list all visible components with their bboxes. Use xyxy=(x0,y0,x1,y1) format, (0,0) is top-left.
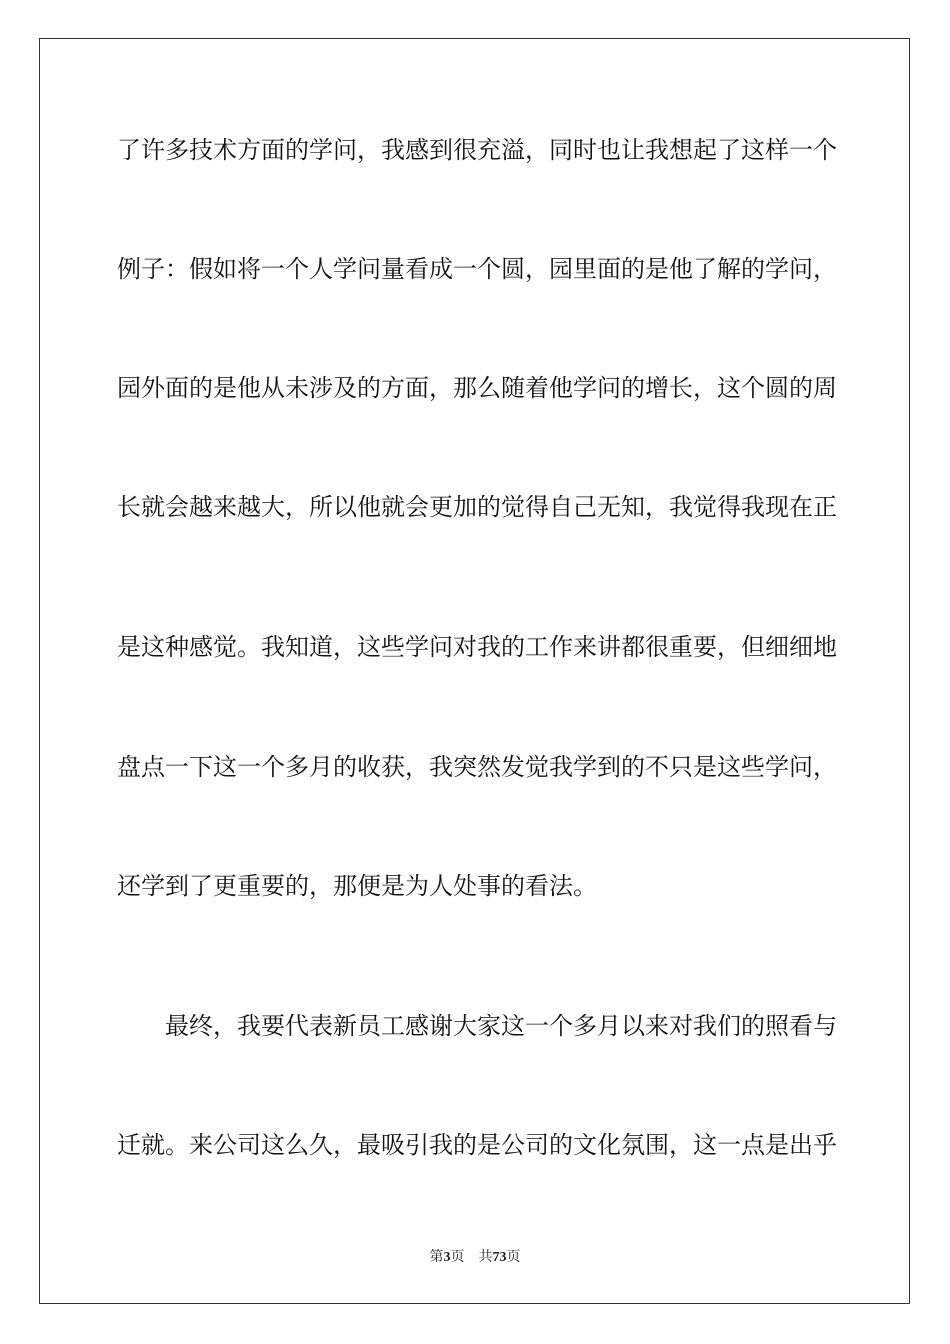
footer-total-prefix: 共 xyxy=(478,1249,493,1265)
body-text-line-8: 最终，我要代表新员工感谢大家这一个多月以来对我们的照看与 xyxy=(165,1012,837,1040)
body-text-line-5: 是这种感觉。我知道，这些学问对我的工作来讲都很重要，但细细地 xyxy=(117,633,837,661)
body-text-line-2: 例子：假如将一个人学问量看成一个圆，园里面的是他了解的学问， xyxy=(117,255,837,283)
footer-total-pages: 73 xyxy=(492,1250,507,1265)
body-text-line-3: 园外面的是他从未涉及的方面，那么随着他学问的增长，这个圆的周 xyxy=(117,374,837,402)
body-text-line-9: 迁就。来公司这么久，最吸引我的是公司的文化氛围，这一点是出乎 xyxy=(117,1131,837,1159)
body-text-line-7: 还学到了更重要的，那便是为人处事的看法。 xyxy=(117,872,597,900)
body-text-line-1: 了许多技术方面的学问，我感到很充溢，同时也让我想起了这样一个 xyxy=(117,136,837,164)
body-text-line-6: 盘点一下这一个多月的收获，我突然发觉我学到的不只是这些学问， xyxy=(117,753,837,781)
footer-total-suffix: 页 xyxy=(506,1249,521,1265)
footer-page-number: 3 xyxy=(443,1250,451,1265)
body-text-line-4: 长就会越来越大，所以他就会更加的觉得自己无知，我觉得我现在正 xyxy=(117,493,837,521)
page-footer xyxy=(0,1248,950,1267)
page-frame xyxy=(39,38,910,1304)
footer-page-prefix: 第 xyxy=(429,1249,444,1265)
footer-page-suffix: 页 xyxy=(450,1249,465,1265)
